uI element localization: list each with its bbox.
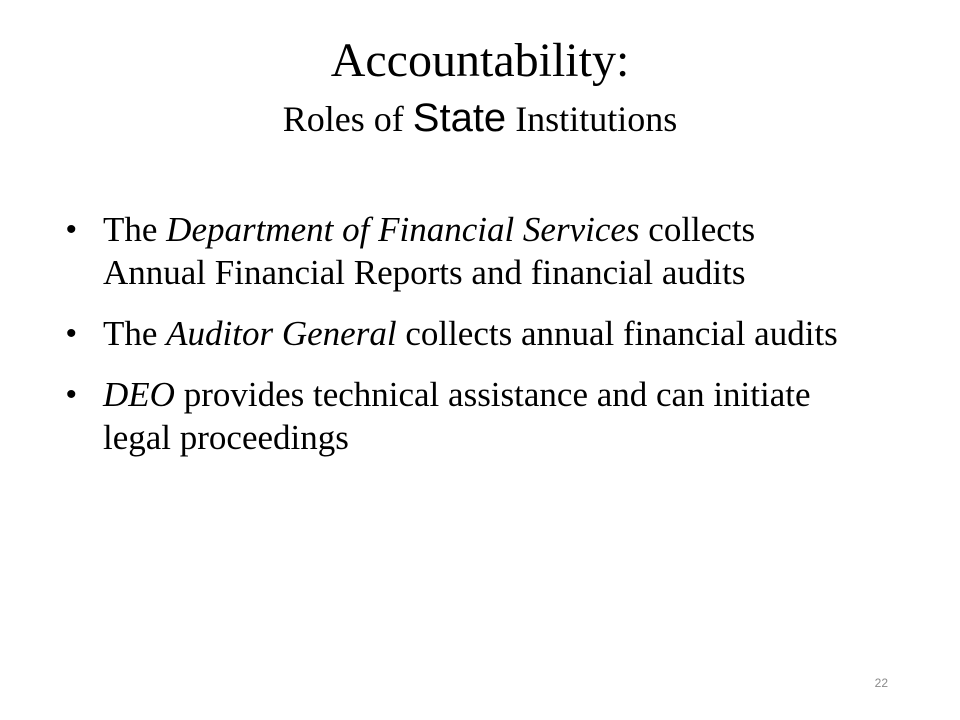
bullet-marker: •: [66, 378, 77, 411]
bullet-text-post: collects annual financial audits: [396, 314, 838, 353]
bullet-text-pre: The: [103, 210, 167, 249]
bullet-marker: •: [66, 317, 77, 350]
bullet-text-italic: Department of Financial Services: [166, 210, 640, 249]
bullet-item-dfs: [64, 208, 864, 294]
bullet-marker: •: [66, 213, 77, 246]
bullet-text-italic: DEO: [103, 375, 175, 414]
subtitle-emphasis: State: [412, 95, 507, 140]
slide-number: 22: [874, 676, 888, 690]
subtitle-pre: Roles of: [282, 98, 413, 139]
bullet-item-auditor-general: [64, 312, 864, 355]
subtitle-post: Institutions: [506, 98, 678, 139]
bullet-text-post: provides technical assistance and can initiate legal proceedings: [103, 375, 811, 457]
title-main: Accountability:: [330, 34, 630, 87]
slide-title: [0, 32, 960, 142]
title-subtitle: [0, 94, 960, 142]
bullet-text-pre: The: [103, 314, 167, 353]
bullet-text-post: collects Annual Financial Reports and financial audits: [103, 210, 756, 292]
bullet-item-deo: [64, 373, 864, 459]
bullet-text-italic: Auditor General: [166, 314, 397, 353]
bullet-list: [64, 208, 864, 477]
